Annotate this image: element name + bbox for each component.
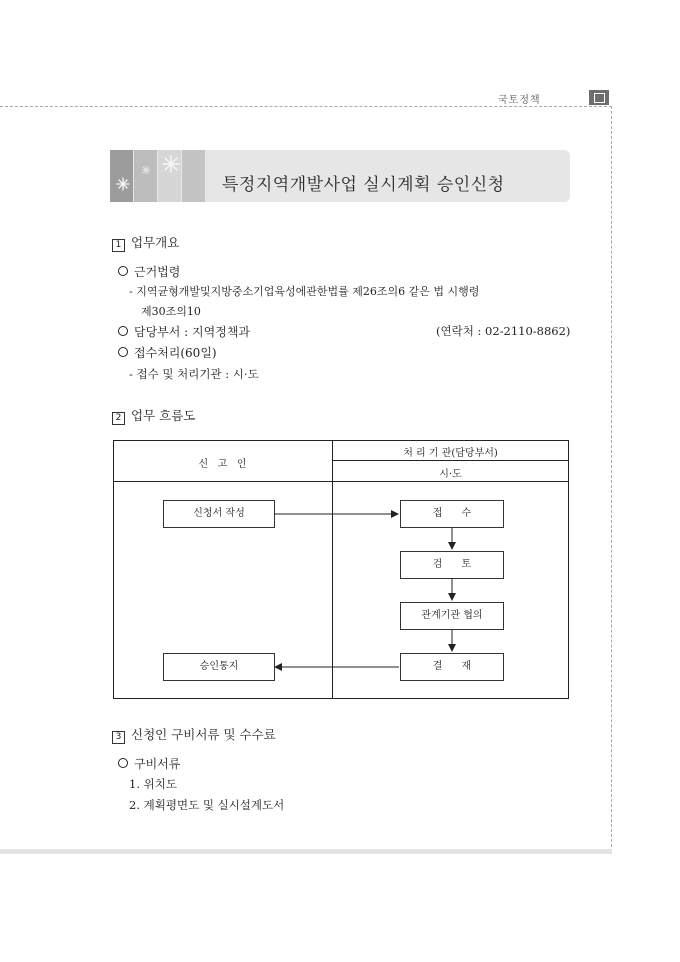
step-decision: 결 재 xyxy=(400,653,504,681)
doc-item-1: 1. 위치도 xyxy=(129,777,177,791)
department-text: 담당부서 : 지역정책과 xyxy=(134,325,251,339)
column-header-applicant: 신 고 인 xyxy=(198,459,247,470)
processing-agency: - 접수 및 처리기관 : 시·도 xyxy=(129,367,259,381)
step-review: 검 토 xyxy=(400,551,504,579)
legal-basis-label: 근거법령 xyxy=(134,265,181,279)
running-header-label: 국토정책 xyxy=(498,95,541,106)
doc-item-2: 2. 계획평면도 및 실시설계도서 xyxy=(129,798,285,812)
step-receipt: 접 수 xyxy=(400,500,504,528)
section-1-title: 업무개요 xyxy=(131,235,180,250)
section-2-number: 2 xyxy=(112,412,125,425)
required-docs-label: 구비서류 xyxy=(134,757,181,771)
section-3-heading xyxy=(112,725,276,744)
column-header-agency-sub: 시·도 xyxy=(439,469,462,480)
page-title: 특정지역개발사업 실시계획 승인신청 xyxy=(222,175,505,195)
section-3-title: 신청인 구비서류 및 수수료 xyxy=(131,727,276,742)
legal-basis-line-2: 제30조의10 xyxy=(141,305,201,318)
column-header-agency: 처 리 기 관(담당부서) xyxy=(403,448,498,459)
contact-text: (연락처 : 02-2110-8862) xyxy=(436,324,571,338)
required-docs-item xyxy=(118,755,180,772)
processing-label: 접수처리(60일) xyxy=(134,346,217,360)
section-3-number: 3 xyxy=(112,731,125,744)
step-agency-consultation: 관계기관 협의 xyxy=(400,602,504,630)
step-application-write: 신청서 작성 xyxy=(163,500,275,528)
step-approval-notice: 승인통지 xyxy=(163,653,275,681)
section-1-number: 1 xyxy=(112,239,125,252)
section-2-title: 업무 흐름도 xyxy=(131,408,196,423)
legal-basis-line-1: - 지역균형개발및지방중소기업육성에관한법률 제26조의6 같은 법 시행령 xyxy=(129,285,480,298)
bullet-circle-icon xyxy=(118,758,128,768)
